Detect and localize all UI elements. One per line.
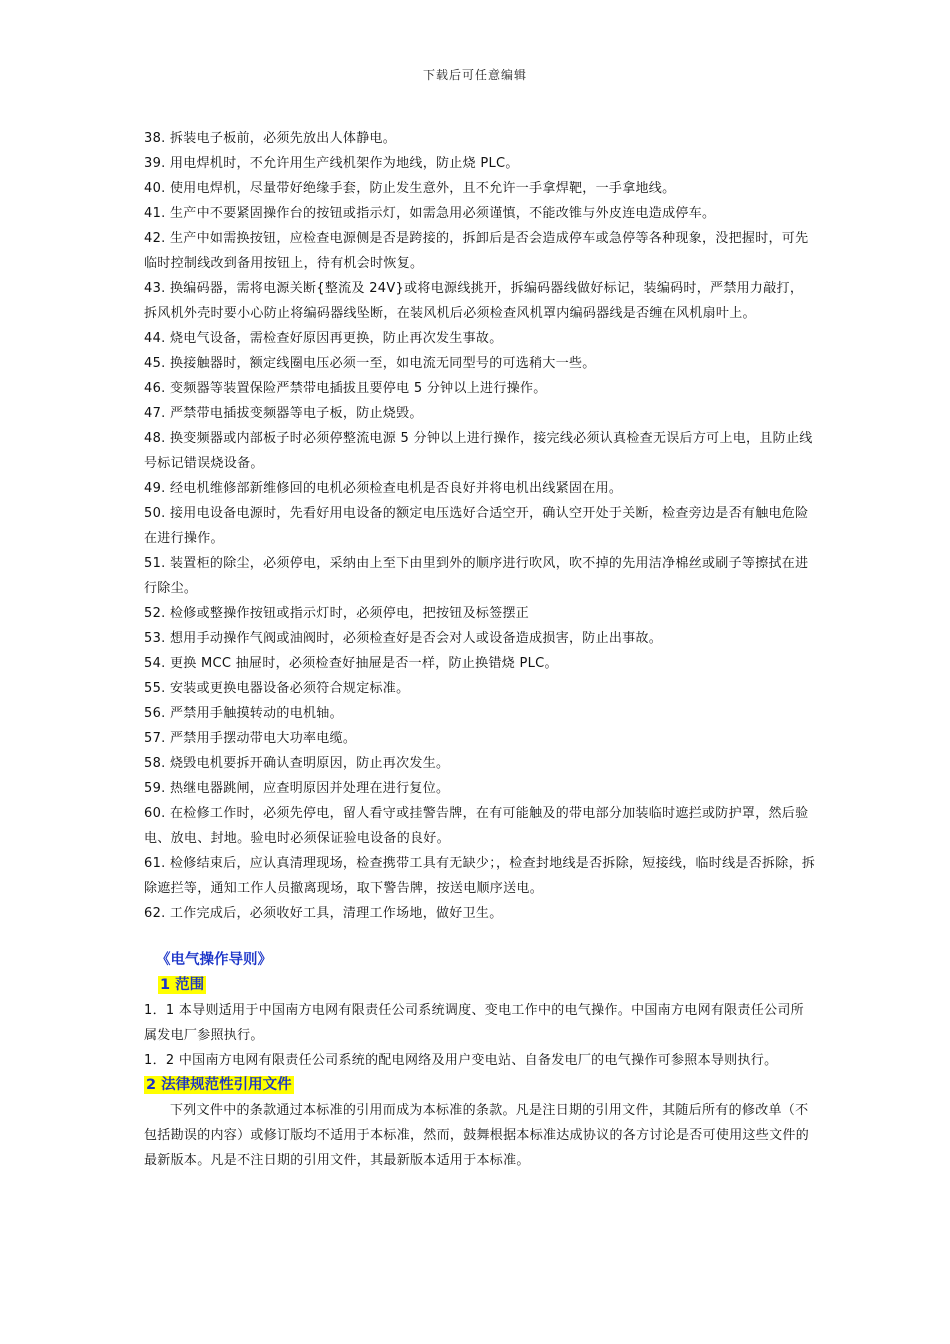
section-heading: [158, 973, 816, 998]
list-item: 44. 烧电气设备，需检查好原因再更换，防止再次发生事故。: [144, 331, 503, 346]
list-item: 59. 热继电器跳闸，应查明原因并处理在进行复位。: [144, 781, 450, 796]
list-item: 42. 生产中如需换按钮，应检查电源侧是否是跨接的，拆卸后是否会造成停车或急停等各种现象，没把握时，可先临时控制线改到备用按钮上，待有机会时恢复。: [144, 231, 809, 271]
list-item: 58. 烧毁电机要拆开确认查明原因，防止再次发生。: [144, 756, 450, 771]
list-item: 41. 生产中不要紧固操作台的按钮或指示灯，如需急用必须谨慎，不能改锥与外皮连电造成停车。: [144, 206, 716, 221]
document-body: [144, 126, 816, 1173]
list-item: 49. 经电机维修部新维修回的电机必须检查电机是否良好并将电机出线紧固在用。: [144, 481, 623, 496]
list-item: 39. 用电焊机时，不允许用生产线机架作为地线，防止烧 PLC。: [144, 156, 519, 171]
list-item: 57. 严禁用手摆动带电大功率电缆。: [144, 731, 357, 746]
paragraph: 1．2 中国南方电网有限责任公司系统的配电网络及用户变电站、自备发电厂的电气操作可参照本导则执行。: [144, 1053, 778, 1068]
section-heading-text: 1 范围: [160, 977, 205, 993]
list-item: 43. 换编码器，需将电源关断{整流及 24V}或将电源线挑开，拆编码器线做好标记，装编码时，严禁用力敲打，拆风机外壳时要小心防止将编码器线坠断，在装风机后必须检查风机罩内编码器线是否缠在风机扇叶上。: [144, 281, 804, 321]
list-item: 50. 接用电设备电源时，先看好用电设备的额定电压选好合适空开，确认空开处于关断，检查旁边是否有触电危险在进行操作。: [144, 506, 809, 546]
list-item: 54. 更换 MCC 抽屉时，必须检查好抽屉是否一样，防止换错烧 PLC。: [144, 656, 558, 671]
paragraph: 下列文件中的条款通过本标准的引用而成为本标准的条款。凡是注日期的引用文件，其随后所有的修改单（不包括勘误的内容）或修订版均不适用于本标准，然而，鼓舞根据本标准达成协议的各方讨论是否可使用这些文件的最新版本。凡是不注日期的引用文件，其最新版本适用于本标准。: [144, 1103, 810, 1168]
list-item: 51. 装置柜的除尘，必须停电，采纳由上至下由里到外的顺序进行吹风，吹不掉的先用洁净棉丝或刷子等擦拭在进行除尘。: [144, 556, 809, 596]
list-item: 61. 检修结束后，应认真清理现场，检查携带工具有无缺少；，检查封地线是否拆除，短接线，临时线是否拆除，拆除遮拦等，通知工作人员撤离现场，取下警告牌，按送电顺序送电。: [144, 856, 816, 896]
paragraph: 1．1 本导则适用于中国南方电网有限责任公司系统调度、变电工作中的电气操作。中国南方电网有限责任公司所属发电厂参照执行。: [144, 1003, 804, 1043]
list-item: 52. 检修或整操作按钮或指示灯时，必须停电，把按钮及标签摆正: [144, 606, 530, 621]
list-item: 38. 拆装电子板前，必须先放出人体静电。: [144, 131, 397, 146]
section-heading: [144, 1073, 816, 1098]
list-item: 48. 换变频器或内部板子时必须停整流电源 5 分钟以上进行操作，接完线必须认真检查无误后方可上电，且防止线号标记错误烧设备。: [144, 431, 813, 471]
section-heading-text: 2 法律规范性引用文件: [146, 1077, 292, 1093]
list-item: 45. 换接触器时，额定线圈电压必须一至，如电流无同型号的可选稍大一些。: [144, 356, 596, 371]
list-item: 46. 变频器等装置保险严禁带电插拔且要停电 5 分钟以上进行操作。: [144, 381, 547, 396]
list-item: 55. 安装或更换电器设备必须符合规定标准。: [144, 681, 410, 696]
page-header: 下载后可任意编辑: [422, 68, 527, 82]
list-item: 40. 使用电焊机，尽量带好绝缘手套，防止发生意外，且不允许一手拿焊靶，一手拿地线。: [144, 181, 676, 196]
spacer: [144, 926, 816, 948]
list-item: 47. 严禁带电插拔变频器等电子板，防止烧毁。: [144, 406, 423, 421]
list-item: 56. 严禁用手触摸转动的电机轴。: [144, 706, 343, 721]
list-item: 60. 在检修工作时，必须先停电，留人看守或挂警告牌，在有可能触及的带电部分加装临时遮拦或防护罩，然后验电、放电、封地。验电时必须保证验电设备的良好。: [144, 806, 809, 846]
list-item: 62. 工作完成后，必须收好工具，清理工作场地，做好卫生。: [144, 906, 503, 921]
guide-title: 《电气操作导则》: [156, 952, 272, 968]
list-item: 53. 想用手动操作气阀或油阀时，必须检查好是否会对人或设备造成损害，防止出事故。: [144, 631, 663, 646]
